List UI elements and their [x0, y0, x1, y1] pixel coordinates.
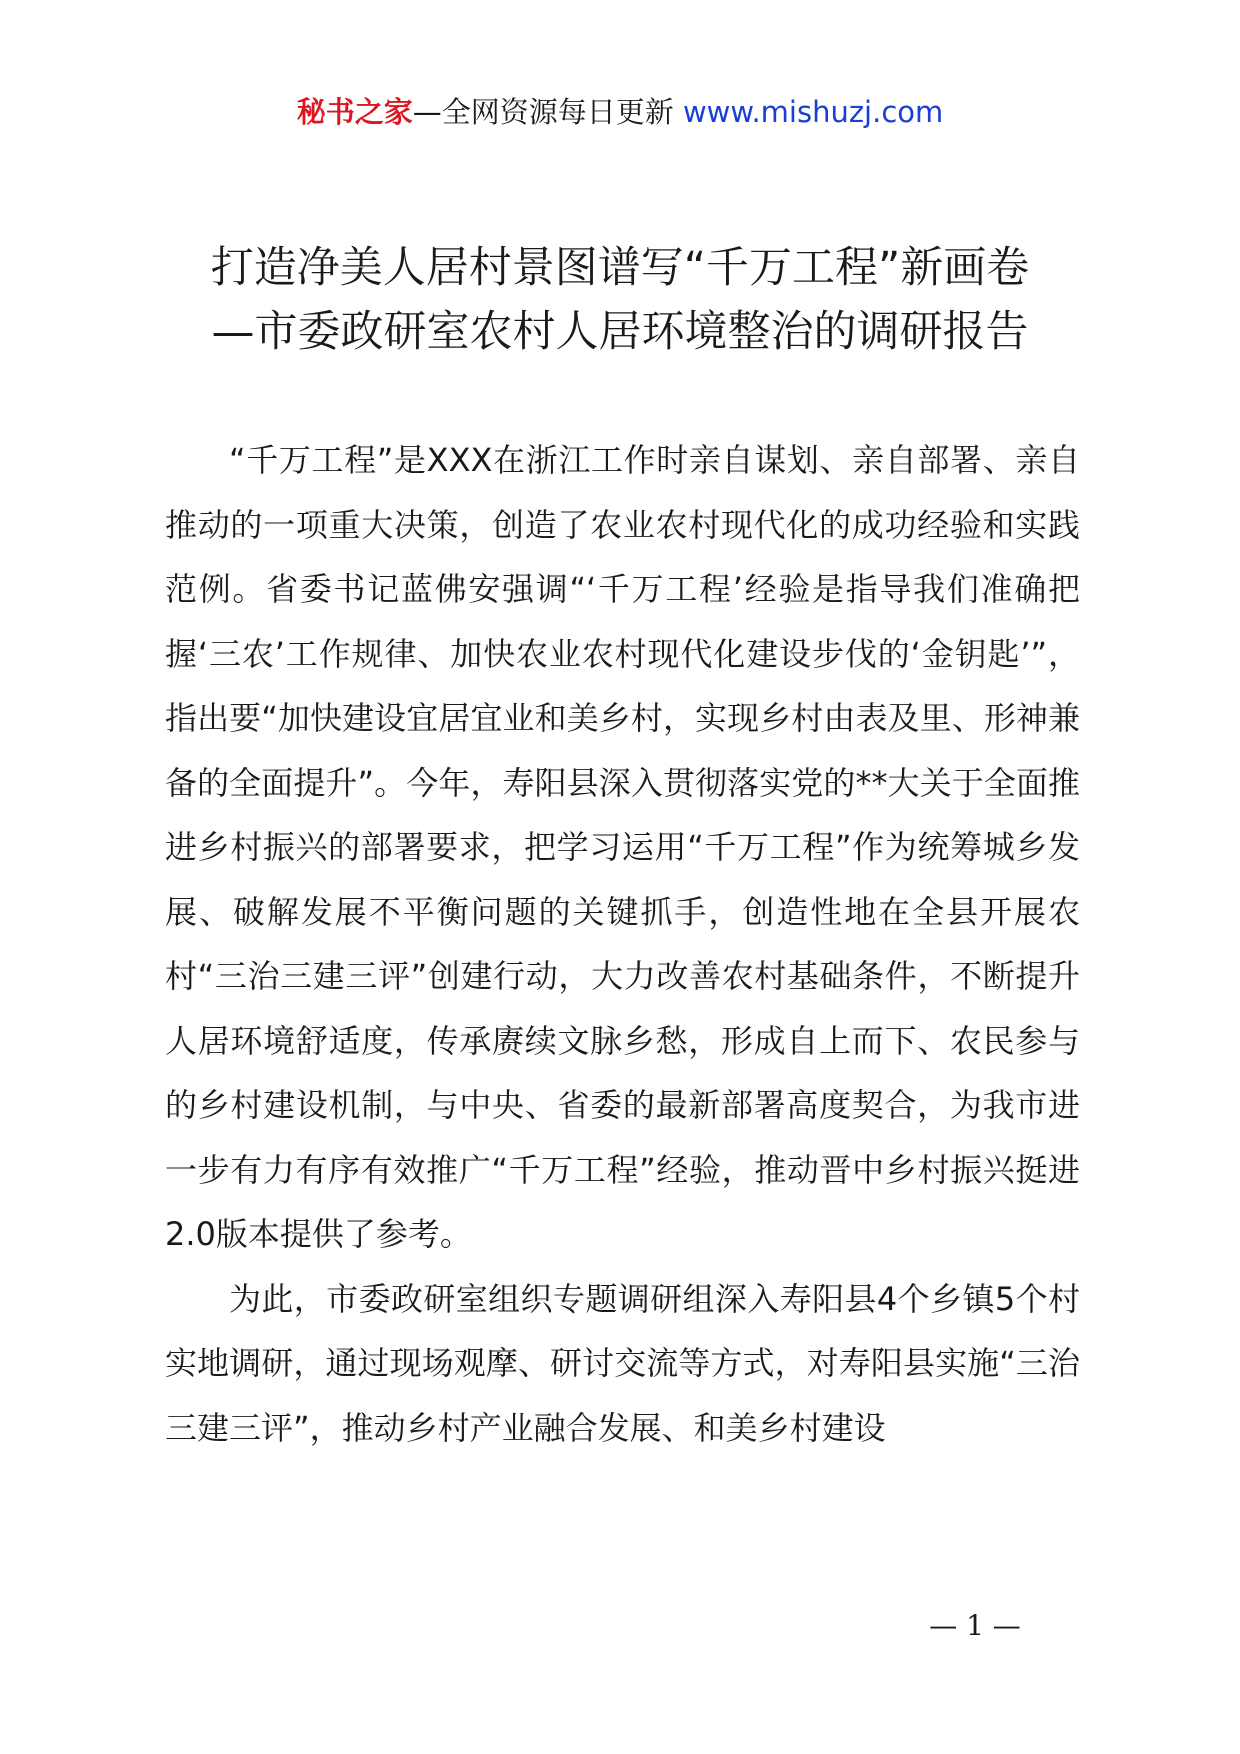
- body-paragraph: “千万工程”是XXX在浙江工作时亲自谋划、亲自部署、亲自推动的一项重大决策，创造了农业农村现代化的成功经验和实践范例。省委书记蓝佛安强调“‘千万工程’经验是指导我们准确把握‘三农’工作规律、加快农业农村现代化建设步伐的‘金钥匙’”，指出要“加快建设宜居宜业和美乡村，实现乡村由表及里、形神兼备的全面提升”。今年，寿阳县深入贯彻落实党的**大关于全面推进乡村振兴的部署要求，把学习运用“千万工程”作为统筹城乡发展、破解发展不平衡问题的关键抓手，创造性地在全县开展农村“三治三建三评”创建行动，大力改善农村基础条件，不断提升人居环境舒适度，传承赓续文脉乡愁，形成自上而下、农民参与的乡村建设机制，与中央、省委的最新部署高度契合，为我市进一步有力有序有效推广“千万工程”经验，推动晋中乡村振兴挺进2.0版本提供了参考。: [165, 441, 1080, 1253]
- document-body: [165, 428, 1080, 1460]
- body-paragraph: 为此，市委政研室组织专题调研组深入寿阳县4个乡镇5个村实地调研，通过现场观摩、研讨交流等方式，对寿阳县实施“三治三建三评”，推动乡村产业融合发展、和美乡村建设: [165, 1279, 1080, 1447]
- site-brand: 秘书之家: [296, 95, 413, 129]
- title-line-subtitle: —市委政研室农村人居环境整治的调研报告: [211, 307, 1029, 357]
- site-header: [0, 92, 1240, 132]
- page-number: — 1 —: [929, 1609, 1021, 1642]
- document-title: [150, 236, 1090, 364]
- site-tagline: —全网资源每日更新: [412, 95, 683, 129]
- title-line-main: 打造净美人居村景图谱写“千万工程”新画卷: [210, 243, 1030, 293]
- site-url-link[interactable]: www.mishuzj.com: [682, 95, 944, 129]
